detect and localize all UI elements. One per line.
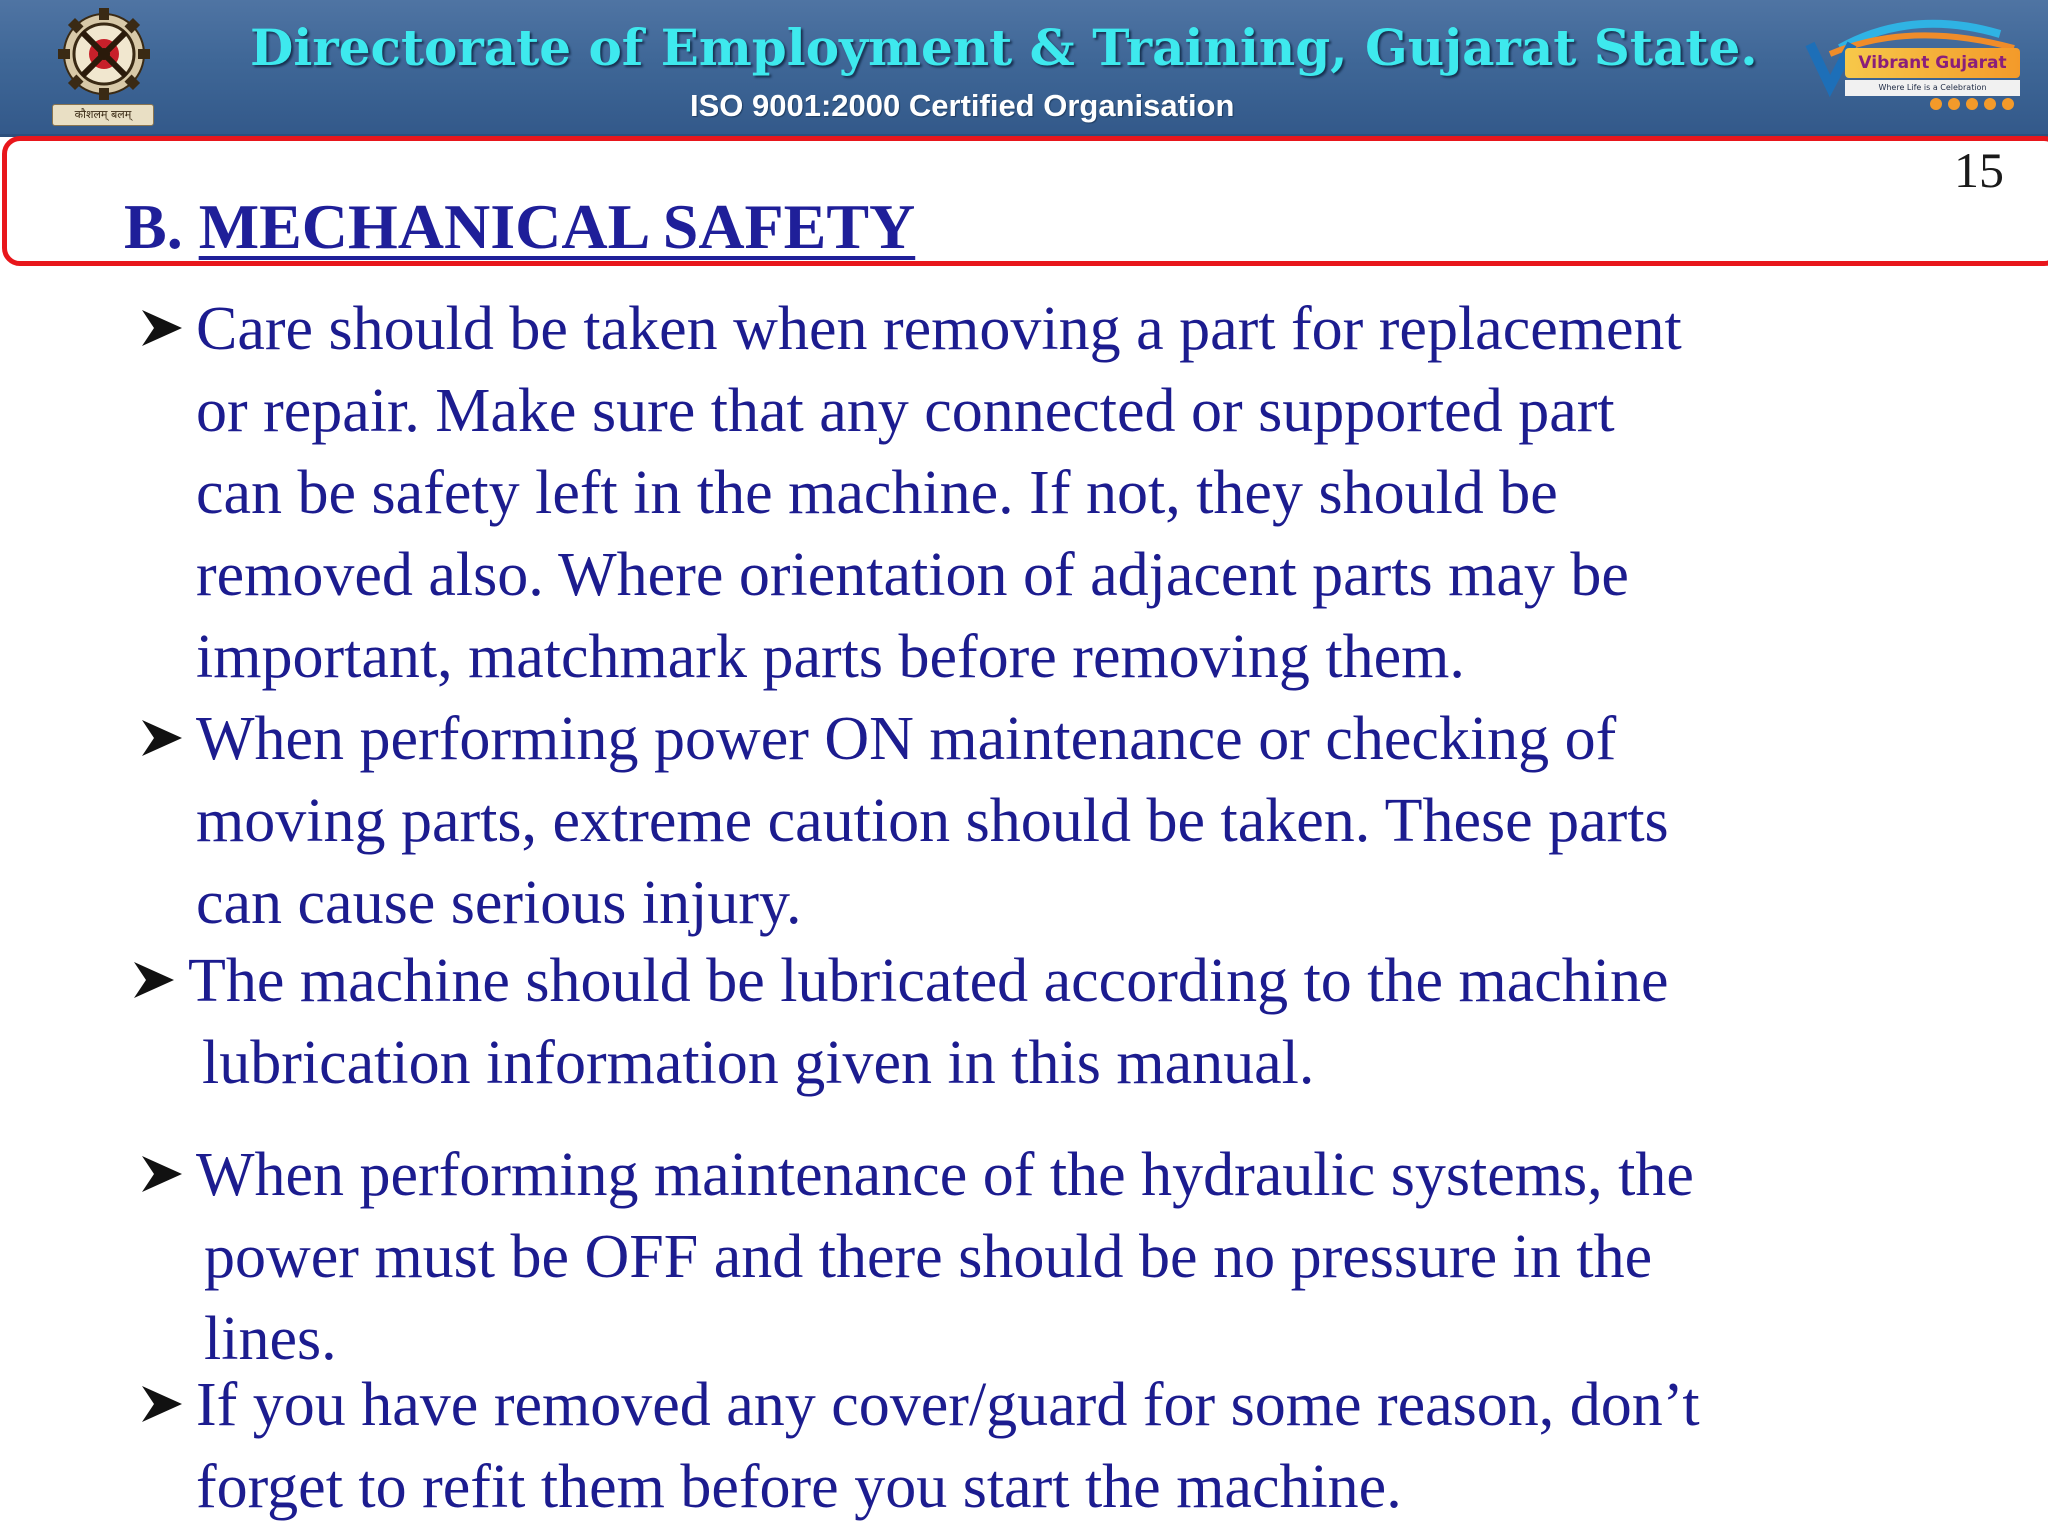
bullet-line: If you have removed any cover/guard for some reason, don’t — [196, 1371, 1700, 1439]
arrow-bullet-icon — [140, 288, 196, 348]
vibrant-gujarat-tagline: Where Life is a Celebration — [1845, 80, 2020, 96]
certification-subtitle: ISO 9001:2000 Certified Organisation — [690, 88, 1235, 123]
bullet-line: power must be OFF and there should be no pressure in the — [204, 1223, 1653, 1291]
bullet-line: When performing power ON maintenance or checking of — [196, 705, 1617, 773]
organisation-title: Directorate of Employment & Training, Gujarat State. — [250, 18, 1758, 77]
bullet-line: removed also. Where orientation of adjacent parts may be — [196, 541, 1629, 609]
bullet-line: lines. — [204, 1305, 337, 1373]
bullet-line: moving parts, extreme caution should be taken. These parts — [196, 787, 1669, 855]
bullet-line: important, matchmark parts before removing them. — [196, 623, 1465, 691]
section-heading: MECHANICAL SAFETY — [198, 191, 916, 262]
bullet-line: or repair. Make sure that any connected or supported part — [196, 377, 1615, 445]
bullet-line: can be safety left in the machine. If not, they should be — [196, 459, 1558, 527]
arrow-bullet-icon — [140, 1134, 196, 1194]
bullet-line: Care should be taken when removing a part for replacement — [196, 295, 1682, 363]
header-banner — [0, 0, 2048, 137]
section-letter: B. — [124, 191, 183, 262]
arrow-bullet-icon — [140, 698, 196, 758]
bullet-refit-guards — [140, 1364, 1700, 1528]
slide-title — [124, 190, 915, 264]
bullet-hydraulic-maintenance — [140, 1134, 1694, 1380]
bullet-line: When performing maintenance of the hydraulic systems, the — [196, 1141, 1694, 1209]
bullet-care-removing-parts — [140, 288, 1682, 698]
bullet-line: forget to refit them before you start the machine. — [196, 1453, 1402, 1521]
bullet-line: lubrication information given in this manual. — [202, 1029, 1315, 1097]
logo-decoration-dots — [1930, 98, 2020, 110]
bullet-line: The machine should be lubricated according to the machine — [188, 947, 1669, 1015]
slide-number: 15 — [1954, 142, 2004, 198]
bullet-lubrication — [132, 940, 1669, 1104]
bullet-line: can cause serious injury. — [196, 869, 802, 937]
bullet-power-on-maintenance — [140, 698, 1669, 944]
arrow-bullet-icon — [140, 1364, 196, 1424]
emblem-motto: कौशलम् बलम् — [52, 104, 154, 126]
vibrant-gujarat-text: Vibrant Gujarat — [1845, 48, 2020, 78]
arrow-bullet-icon — [132, 940, 188, 1000]
